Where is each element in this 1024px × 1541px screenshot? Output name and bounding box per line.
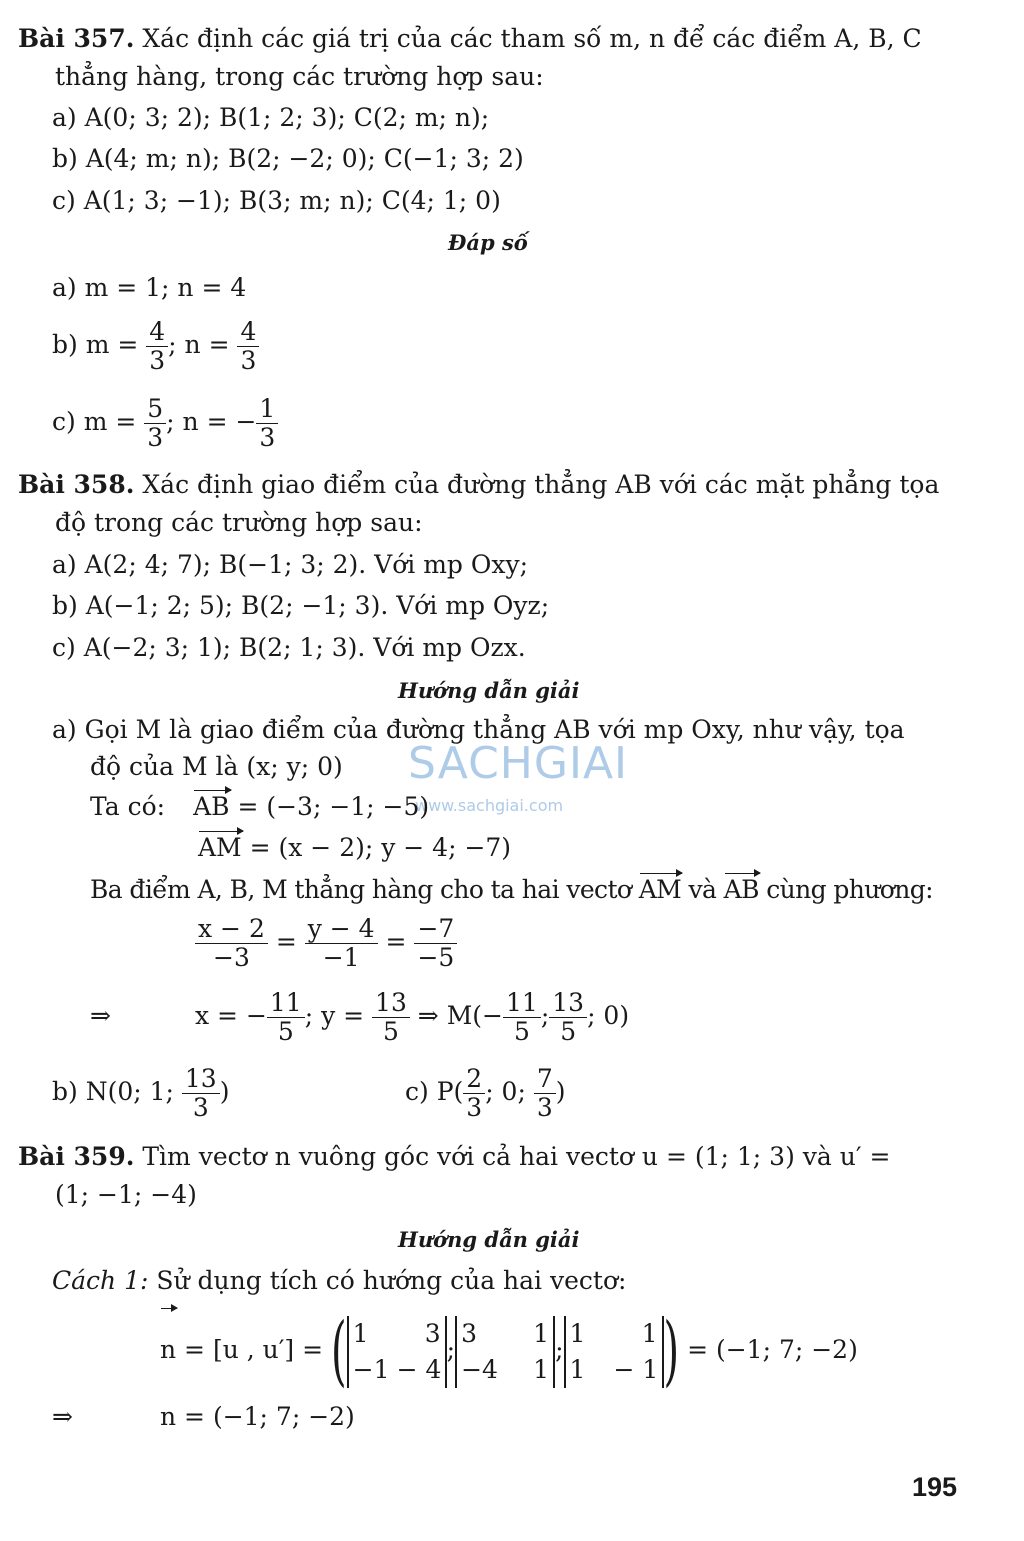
final-vector: n = (−1; 7; −2) <box>160 1402 355 1431</box>
fraction: $\frac{4}{3}$ <box>146 318 168 375</box>
problem-357-text: Xác định các giá trị của các tham số m, n để các điểm A, B, C <box>134 24 922 53</box>
determinant-3: 1 1 1 − 1 <box>564 1316 664 1388</box>
fraction: $\frac{2}{3}$ <box>463 1065 485 1122</box>
ratio-equation: $\frac{x - 2}{-3}$ = $\frac{y - 4}{-1}$ = $\frac{-7}{-5}$ <box>195 912 457 972</box>
problem-359-label: Bài 359. <box>18 1142 135 1171</box>
answer-b: b) m = $\frac{4}{3}$ ; n = $\frac{4}{3}$ <box>52 315 259 375</box>
problem-358-text: Xác định giao điểm của đường thẳng AB với các mặt phẳng tọa <box>134 470 940 499</box>
answer-358-c: c) P( $\frac{2}{3}$ ; 0; $\frac{7}{3}$ ) <box>405 1064 566 1122</box>
implies-symbol: ⇒ <box>90 1001 111 1030</box>
determinant-1: 1 3 −1 − 4 <box>347 1316 447 1388</box>
fraction: $\frac{7}{3}$ <box>534 1065 556 1122</box>
problem-359-text: Tìm vectơ n vuông góc với cả hai vectơ u = (1; 1; 3) và u′ = <box>134 1142 891 1171</box>
problem-358-label: Bài 358. <box>18 470 135 499</box>
problem-358-case-c: c) A(−2; 3; 1); B(2; 1; 3). Với mp Ozx. <box>52 633 526 662</box>
problem-357-statement <box>18 24 922 54</box>
guide-heading-358: Hướng dẫn giải <box>398 678 580 703</box>
guide-heading-359: Hướng dẫn giải <box>398 1227 580 1252</box>
implies-symbol-359: ⇒ <box>52 1402 73 1431</box>
vector-am: AM <box>198 833 242 862</box>
fraction: $\frac{11}{5}$ <box>503 989 541 1046</box>
vector-ab-line: Ta có: AB = (−3; −1; −5) <box>90 792 430 821</box>
problem-357-case-a: a) A(0; 3; 2); B(1; 2; 3); C(2; m; n); <box>52 103 490 132</box>
problem-357-case-b: b) A(4; m; n); B(2; −2; 0); C(−1; 3; 2) <box>52 144 524 173</box>
watermark-url: www.sachgiai.com <box>415 796 564 815</box>
problem-358-text-cont: độ trong các trường hợp sau: <box>55 508 423 537</box>
problem-359-statement <box>18 1142 890 1172</box>
answer-a: a) m = 1; n = 4 <box>52 273 247 302</box>
determinant-2: 3 1 −4 1 <box>455 1316 555 1388</box>
cross-product-equation: n = [u , u′] = ( 1 3 −1 − 4 ; 3 1 −4 1 ; 1 1 1 − 1 ) = (−1; 7; −2) <box>160 1307 858 1396</box>
fraction: $\frac{-7}{-5}$ <box>414 915 457 972</box>
method-1: Cách 1: Sử dụng tích có hướng của hai vectơ: <box>52 1266 627 1295</box>
vector-ab: AB <box>193 792 230 821</box>
page-number: 195 <box>912 1472 958 1502</box>
vector-am-line: AM = (x − 2); y − 4; −7) <box>198 833 512 862</box>
fraction: $\frac{y - 4}{-1}$ <box>305 915 378 972</box>
answer-358-b: b) N(0; 1; $\frac{13}{3}$ ) <box>52 1064 230 1122</box>
problem-357-text-cont: thẳng hàng, trong các trường hợp sau: <box>55 62 544 91</box>
problem-357-case-c: c) A(1; 3; −1); B(3; m; n); C(4; 1; 0) <box>52 186 501 215</box>
problem-358-case-b: b) A(−1; 2; 5); B(2; −1; 3). Với mp Oyz; <box>52 591 550 620</box>
problem-358-statement <box>18 470 939 500</box>
fraction: $\frac{13}{5}$ <box>549 989 587 1046</box>
fraction: $\frac{13}{5}$ <box>372 989 410 1046</box>
fraction: $\frac{4}{3}$ <box>237 318 259 375</box>
fraction: $\frac{x - 2}{-3}$ <box>195 915 268 972</box>
answer-heading: Đáp số <box>448 230 528 255</box>
problem-357-label: Bài 357. <box>18 24 135 53</box>
answer-c: c) m = $\frac{5}{3}$ ; n = − $\frac{1}{3}$ <box>52 392 278 452</box>
solution-358-line1: a) Gọi M là giao điểm của đường thẳng AB với mp Oxy, như vậy, tọa <box>52 715 905 744</box>
problem-358-case-a: a) A(2; 4; 7); B(−1; 3; 2). Với mp Oxy; <box>52 550 529 579</box>
solution-358-line2: độ của M là (x; y; 0) <box>90 752 343 781</box>
fraction: $\frac{11}{5}$ <box>267 989 305 1046</box>
solution-xy: x = − $\frac{11}{5}$ ; y = $\frac{13}{5}$ ⇒ M(− $\frac{11}{5}$ ; $\frac{13}{5}$ ; 0) <box>195 988 630 1046</box>
watermark-logo: SACHGIAI <box>408 738 629 789</box>
colinear-statement: Ba điểm A, B, M thẳng hàng cho ta hai vectơ AM và AB cùng phương: <box>90 875 933 904</box>
fraction: $\frac{13}{3}$ <box>182 1065 220 1122</box>
fraction: $\frac{5}{3}$ <box>144 395 166 452</box>
fraction: $\frac{1}{3}$ <box>256 395 278 452</box>
problem-359-text-cont: (1; −1; −4) <box>55 1180 197 1209</box>
